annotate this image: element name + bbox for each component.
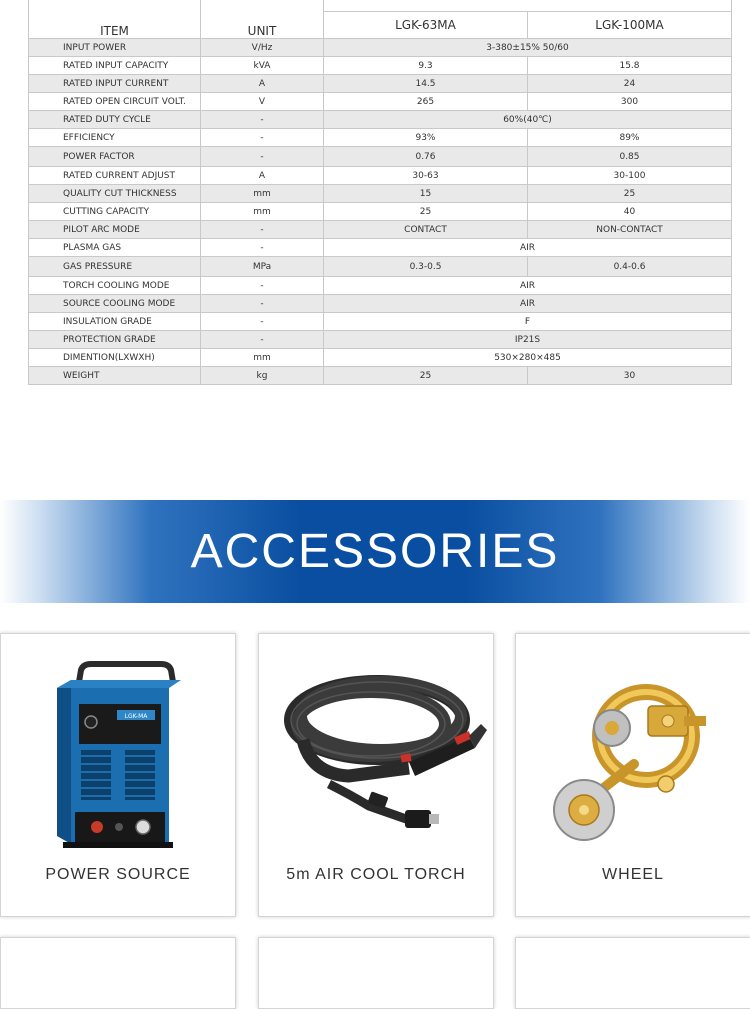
spec-value-model-1-cell: 93% xyxy=(324,129,528,147)
spec-item-cell: CUTTING CAPACITY xyxy=(29,203,201,221)
spec-item-cell: PROTECTION GRADE xyxy=(29,331,201,349)
spec-item-cell: DIMENTION(LXWXH) xyxy=(29,349,201,367)
spec-value-model-1-cell: 25 xyxy=(324,367,528,385)
spec-value-model-2-cell: 0.85 xyxy=(528,147,732,167)
spec-unit-cell: mm xyxy=(201,349,324,367)
spec-value-model-1-cell: 15 xyxy=(324,185,528,203)
spec-row xyxy=(29,295,732,313)
spec-row xyxy=(29,57,732,75)
spec-value-model-1-cell: 9.3 xyxy=(324,57,528,75)
spec-unit-cell: - xyxy=(201,277,324,295)
spec-item-cell: WEIGHT xyxy=(29,367,201,385)
accessory-card-power-source[interactable] xyxy=(0,633,236,917)
header-models-group xyxy=(324,0,732,12)
spec-row xyxy=(29,111,732,129)
spec-value-model-2-cell: 30-100 xyxy=(528,167,732,185)
accessory-card-placeholder-3 xyxy=(515,937,750,1009)
spec-unit-cell: - xyxy=(201,221,324,239)
spec-value-model-2-cell: 0.4-0.6 xyxy=(528,257,732,277)
spec-unit-cell: mm xyxy=(201,203,324,221)
spec-table-body xyxy=(29,39,732,385)
spec-item-cell: TORCH COOLING MODE xyxy=(29,277,201,295)
header-model-2: LGK-100MA xyxy=(528,12,732,39)
spec-value-merged-cell: 60%(40℃) xyxy=(324,111,732,129)
svg-text:LGK-MA: LGK-MA xyxy=(124,713,148,720)
spec-value-model-1-cell: 25 xyxy=(324,203,528,221)
spec-value-model-1-cell: 0.3-0.5 xyxy=(324,257,528,277)
spec-value-merged-cell: 530×280×485 xyxy=(324,349,732,367)
torch-icon xyxy=(259,644,493,854)
spec-row xyxy=(29,331,732,349)
spec-row xyxy=(29,39,732,57)
accessory-card-torch[interactable] xyxy=(258,633,494,917)
spec-item-cell: POWER FACTOR xyxy=(29,147,201,167)
spec-value-model-2-cell: 40 xyxy=(528,203,732,221)
spec-item-cell: QUALITY CUT THICKNESS xyxy=(29,185,201,203)
header-item: ITEM xyxy=(29,0,201,39)
spec-value-merged-cell: AIR xyxy=(324,295,732,313)
power-source-icon xyxy=(1,644,235,854)
spec-unit-cell: MPa xyxy=(201,257,324,277)
spec-unit-cell: - xyxy=(201,313,324,331)
accessory-card-wheel[interactable] xyxy=(515,633,750,917)
spec-value-model-2-cell: 300 xyxy=(528,93,732,111)
spec-unit-cell: - xyxy=(201,239,324,257)
spec-value-merged-cell: 3-380±15% 50/60 xyxy=(324,39,732,57)
banner-title: ACCESSORIES xyxy=(190,525,560,578)
spec-value-merged-cell: IP21S xyxy=(324,331,732,349)
spec-unit-cell: kg xyxy=(201,367,324,385)
spec-item-cell: PILOT ARC MODE xyxy=(29,221,201,239)
spec-item-cell: RATED INPUT CAPACITY xyxy=(29,57,201,75)
spec-row xyxy=(29,221,732,239)
spec-item-cell: RATED OPEN CIRCUIT VOLT. xyxy=(29,93,201,111)
spec-value-merged-cell: AIR xyxy=(324,239,732,257)
accessory-label-torch: 5m AIR COOL TORCH xyxy=(286,866,466,883)
spec-unit-cell: - xyxy=(201,147,324,167)
spec-row xyxy=(29,367,732,385)
spec-row xyxy=(29,129,732,147)
spec-row xyxy=(29,257,732,277)
spec-value-model-1-cell: 0.76 xyxy=(324,147,528,167)
spec-table xyxy=(28,0,732,385)
spec-unit-cell: A xyxy=(201,75,324,93)
spec-item-cell: INPUT POWER xyxy=(29,39,201,57)
spec-unit-cell: - xyxy=(201,295,324,313)
spec-unit-cell: V xyxy=(201,93,324,111)
spec-value-model-2-cell: NON-CONTACT xyxy=(528,221,732,239)
spec-unit-cell: V/Hz xyxy=(201,39,324,57)
spec-row xyxy=(29,75,732,93)
spec-value-model-2-cell: 25 xyxy=(528,185,732,203)
spec-value-merged-cell: AIR xyxy=(324,277,732,295)
spec-unit-cell: mm xyxy=(201,185,324,203)
spec-item-cell: GAS PRESSURE xyxy=(29,257,201,277)
spec-item-cell: SOURCE COOLING MODE xyxy=(29,295,201,313)
spec-row xyxy=(29,147,732,167)
spec-value-model-1-cell: 14.5 xyxy=(324,75,528,93)
spec-unit-cell: - xyxy=(201,111,324,129)
spec-value-merged-cell: F xyxy=(324,313,732,331)
spec-value-model-2-cell: 15.8 xyxy=(528,57,732,75)
spec-unit-cell: - xyxy=(201,129,324,147)
spec-unit-cell: - xyxy=(201,331,324,349)
spec-unit-cell: A xyxy=(201,167,324,185)
accessory-label-power-source: POWER SOURCE xyxy=(45,866,191,883)
spec-value-model-2-cell: 24 xyxy=(528,75,732,93)
spec-row xyxy=(29,203,732,221)
spec-item-cell: RATED INPUT CURRENT xyxy=(29,75,201,93)
spec-value-model-1-cell: 265 xyxy=(324,93,528,111)
spec-value-model-2-cell: 30 xyxy=(528,367,732,385)
accessory-card-placeholder-2 xyxy=(258,937,494,1009)
spec-item-cell: EFFICIENCY xyxy=(29,129,201,147)
spec-row xyxy=(29,313,732,331)
spec-item-cell: INSULATION GRADE xyxy=(29,313,201,331)
accessory-card-placeholder-1 xyxy=(0,937,236,1009)
spec-value-model-1-cell: CONTACT xyxy=(324,221,528,239)
spec-table-container xyxy=(28,0,731,385)
spec-row xyxy=(29,93,732,111)
spec-row xyxy=(29,185,732,203)
header-unit: UNIT xyxy=(201,0,324,39)
wheel-icon xyxy=(516,644,750,854)
spec-unit-cell: kVA xyxy=(201,57,324,75)
spec-item-cell: RATED DUTY CYCLE xyxy=(29,111,201,129)
spec-value-model-1-cell: 30-63 xyxy=(324,167,528,185)
accessories-banner xyxy=(0,500,750,603)
spec-row xyxy=(29,167,732,185)
spec-value-model-2-cell: 89% xyxy=(528,129,732,147)
spec-row xyxy=(29,239,732,257)
spec-row xyxy=(29,277,732,295)
spec-row xyxy=(29,349,732,367)
header-model-1: LGK-63MA xyxy=(324,12,528,39)
spec-item-cell: RATED CURRENT ADJUST xyxy=(29,167,201,185)
accessory-label-wheel: WHEEL xyxy=(602,866,664,883)
spec-item-cell: PLASMA GAS xyxy=(29,239,201,257)
